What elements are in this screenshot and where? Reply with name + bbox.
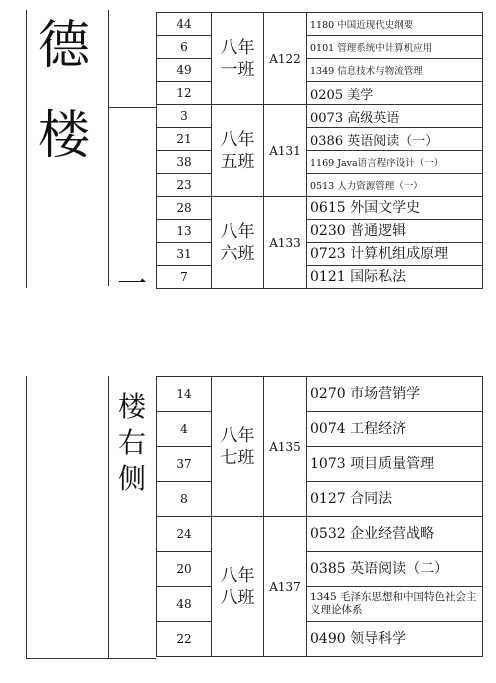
- seat-count: 8: [157, 482, 212, 517]
- class-label: 八年 一班: [212, 13, 264, 105]
- course-name: 0205 美学: [307, 82, 483, 105]
- table-row: [157, 587, 483, 622]
- table-row: [157, 151, 483, 174]
- bottom-border: [26, 658, 156, 659]
- schedule-table-top: [156, 12, 483, 289]
- course-name: 0723 计算机组成原理: [307, 243, 483, 266]
- left-divider-top: [108, 10, 109, 286]
- room-code: A135: [264, 377, 307, 517]
- seat-count: 20: [157, 552, 212, 587]
- course-name: 0386 英语阅读（一）: [307, 128, 483, 151]
- course-name: 1169 Java语言程序设计（一）: [307, 151, 483, 174]
- seat-count: 38: [157, 151, 212, 174]
- seat-count: 31: [157, 243, 212, 266]
- table-row: [157, 174, 483, 197]
- table-row: [157, 13, 483, 36]
- table-row: [157, 197, 483, 220]
- room-code: A131: [264, 105, 307, 197]
- seat-count: 49: [157, 59, 212, 82]
- seat-count: 13: [157, 220, 212, 243]
- course-name: 0270 市场营销学: [307, 377, 483, 412]
- seat-count: 44: [157, 13, 212, 36]
- course-name: 1180 中国近现代史纲要: [307, 13, 483, 36]
- room-code: A122: [264, 13, 307, 105]
- table-row: [157, 377, 483, 412]
- course-name: 0101 管理系统中计算机应用: [307, 36, 483, 59]
- table-row: [157, 447, 483, 482]
- table-row: [157, 105, 483, 128]
- course-name: 0513 人力资源管理（一）: [307, 174, 483, 197]
- outer-border-left-bottom: [26, 376, 27, 659]
- course-name: 0121 国际私法: [307, 266, 483, 289]
- course-name: 1349 信息技术与物流管理: [307, 59, 483, 82]
- side-label-2: 右: [118, 426, 147, 459]
- class-label: 八年 六班: [212, 197, 264, 289]
- side-label-1: 楼: [118, 390, 147, 423]
- room-code: A133: [264, 197, 307, 289]
- room-code: A137: [264, 517, 307, 657]
- table-row: [157, 128, 483, 151]
- floor-char-fragment: 一: [117, 267, 147, 286]
- building-char-2: 楼: [38, 106, 91, 166]
- seat-count: 37: [157, 447, 212, 482]
- course-name: 0385 英语阅读（二）: [307, 552, 483, 587]
- floor-divider: [108, 107, 156, 108]
- table-row: [157, 82, 483, 105]
- seat-count: 14: [157, 377, 212, 412]
- seat-count: 48: [157, 587, 212, 622]
- table-row: [157, 59, 483, 82]
- table-row: [157, 266, 483, 289]
- outer-border-left-top: [26, 10, 27, 288]
- class-label: 八年 八班: [212, 517, 264, 657]
- course-name: 0230 普通逻辑: [307, 220, 483, 243]
- table-row: [157, 482, 483, 517]
- table-row: [157, 552, 483, 587]
- table-row: [157, 243, 483, 266]
- course-name: 0074 工程经济: [307, 412, 483, 447]
- class-label: 八年 七班: [212, 377, 264, 517]
- seat-count: 12: [157, 82, 212, 105]
- seat-count: 22: [157, 622, 212, 657]
- building-char-1: 德: [38, 16, 91, 76]
- table-row: [157, 622, 483, 657]
- table-row: [157, 220, 483, 243]
- seat-count: 7: [157, 266, 212, 289]
- table-row: [157, 412, 483, 447]
- schedule-table-bottom: [156, 376, 483, 657]
- seat-count: 3: [157, 105, 212, 128]
- table-row: [157, 36, 483, 59]
- course-name: 1073 项目质量管理: [307, 447, 483, 482]
- side-label-3: 侧: [118, 462, 147, 495]
- table-row: [157, 517, 483, 552]
- course-name: 0615 外国文学史: [307, 197, 483, 220]
- seat-count: 23: [157, 174, 212, 197]
- course-name: 0073 高级英语: [307, 105, 483, 128]
- course-name: 0127 合同法: [307, 482, 483, 517]
- class-label: 八年 五班: [212, 105, 264, 197]
- seat-count: 24: [157, 517, 212, 552]
- seat-count: 6: [157, 36, 212, 59]
- seat-count: 4: [157, 412, 212, 447]
- course-name: 0532 企业经营战略: [307, 517, 483, 552]
- course-name: 1345 毛泽东思想和中国特色社会主义理论体系: [307, 587, 483, 622]
- seat-count: 21: [157, 128, 212, 151]
- course-name: 0490 领导科学: [307, 622, 483, 657]
- left-divider-bottom: [108, 376, 109, 659]
- seat-count: 28: [157, 197, 212, 220]
